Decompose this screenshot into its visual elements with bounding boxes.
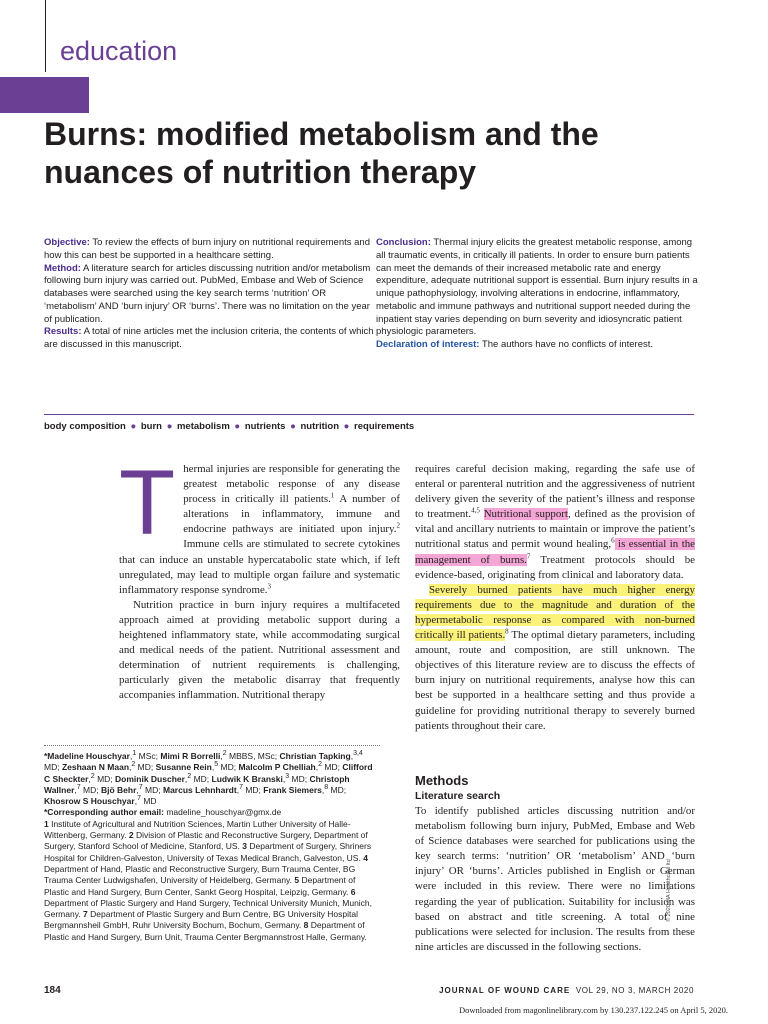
body-text: Immune cells are stimulated to secrete cytokines that can induce an unstable hypercatabolic state which, if left unregulated, may lead to multiple organ failure and systematic inflammatory response syndrome. — [119, 538, 400, 596]
conclusion-text: Thermal injury elicits the greatest metabolic response, among all traumatic events, in critically ill patients. In order to ensure burn patients can meet the demands of their increased metabolic rate and energy expenditure, adequate nutritional support is essential. Burn injury results in a unique pathophysiology, involving alterations in endocrine, inflammatory, metabolic and immune pathways and nutritional support needed during the inpatient stay varies depending on burn severity and idiosyncratic patient physiologic parameters. — [376, 237, 698, 338]
results-label: Results: — [44, 326, 82, 338]
drop-cap: T — [119, 452, 176, 554]
citation-ref[interactable]: 3 — [267, 582, 272, 591]
literature-search-heading: Literature search — [415, 790, 501, 802]
keyword[interactable]: nutrition — [300, 421, 339, 432]
declaration-label: Declaration of interest: — [376, 339, 480, 350]
abstract-results — [44, 326, 380, 352]
abstract-method — [44, 263, 380, 327]
keywords-rule — [44, 414, 694, 415]
highlighted-text: . — [502, 629, 506, 642]
abstract-declaration — [376, 339, 700, 352]
body-paragraph: Nutrition practice in burn injury requires a multifaceted approach aimed at providing metabolic support during a heightened inflammatory state, while accommodating surgical and medical needs of the patient. Nutritional assessment and determination of nutrient requirements is challenging, particularly given the metabolic disarray that frequently accompanies inflammation. Nutritional therapy — [119, 598, 400, 702]
journal-footer — [439, 986, 694, 995]
methods-text-column — [415, 804, 695, 955]
body-column-left — [119, 452, 400, 704]
citation-ref[interactable]: 4,5 — [471, 506, 480, 515]
keyword[interactable]: requirements — [354, 421, 415, 432]
body-text: , defined as the provision of vital and ancillary nutrients to maintain or improve the patient’s nutritional status and permit wound healing, — [415, 508, 695, 551]
citation-ref[interactable]: 7 — [526, 551, 531, 560]
keyword[interactable]: body composition — [44, 421, 126, 432]
body-text: requires careful decision making, regarding the safe use of enteral or parenteral nutrition and the aggressiveness of nutrient delivery given the severity of the patient’s illness and response to treatment. — [415, 463, 695, 521]
email-label: *Corresponding author email: — [44, 807, 164, 818]
copyright-notice: © 2020 MA Healthcare ltd — [666, 859, 672, 922]
keywords-line — [44, 421, 414, 432]
download-note: Downloaded from magonlinelibrary.com by 130.237.122.245 on April 5, 2020. — [458, 1005, 728, 1015]
objective-text: To review the effects of burn injury on nutritional requirements and how this can best be supported in a healthcare setting. — [44, 237, 370, 261]
body-text: hermal injuries are responsible for generating the greatest metabolic response of any disease process in critically ill patients. — [183, 463, 400, 506]
abstract-objective — [44, 237, 380, 263]
keyword[interactable]: burn — [140, 421, 162, 432]
corresponding-email — [44, 807, 380, 818]
journal-name: JOURNAL OF WOUND CARE — [439, 986, 571, 995]
email-address[interactable]: madeline_houschyar@gmx.de — [163, 807, 282, 818]
highlighted-text: Nutritional support — [483, 508, 568, 521]
results-text: A total of nine articles met the inclusion criteria, the contents of which are discussed in this manuscript. — [44, 326, 374, 350]
conclusion-label: Conclusion: — [376, 237, 431, 248]
citation-ref[interactable]: 6 — [611, 536, 615, 545]
page-number: 184 — [44, 985, 61, 996]
institution-list: 1 Institute of Agricultural and Nutrition Sciences, Martin Luther University of Halle-Wittenberg, Germany. 2 Division of Plastic and Reconstructive Surgery, Department of Surgery, Stanford School of Medicine, Stanford, US. 3 Department of Surgery, Shriners Hospital for Children-Galveston, University of Texas Medical Branch, Galveston, US. 4 Department of Hand, Plastic and Reconstructive Surgery, Burn Trauma Center, BG Trauma Center Ludwigshafen, University of Heidelberg, Germany. 5 Department of Plastic and Hand Surgery, Burn Center, Sankt Georg Hospital, Leipzig, Germany. 6 Department of Plastic Surgery and Hand Surgery, Technical University Munich, Munich, Germany. 7 Department of Plastic Surgery and Burn Centre, BG University Hospital Bergmannsheil GmbH, Ruhr University Bochum, Bochum, Germany. 8 Department of Plastic and Hand Surgery, Burn Unit, Trauma Center Bergmannstrost Halle, Germany. — [44, 818, 373, 942]
author-affiliations — [44, 751, 380, 943]
section-accent-bar — [0, 77, 89, 113]
method-label: Method: — [44, 262, 81, 274]
citation-ref[interactable]: 2 — [396, 521, 400, 530]
objective-label: Objective: — [44, 237, 90, 248]
body-text: Treatment protocols should be evidence-based, originating from clinical and laboratory data. — [415, 553, 695, 581]
body-paragraph — [415, 462, 695, 583]
keyword-separator: ● — [343, 421, 350, 432]
citation-ref[interactable]: 1 — [330, 491, 335, 500]
body-column-right — [415, 462, 695, 734]
highlighted-text: Severely burned patients have much higher energy requirements due to the magnitude and duration of the hypermetabolic response as compared with non-burned critically ill patients — [415, 583, 695, 642]
keyword-separator: ● — [130, 421, 137, 432]
keyword-separator: ● — [166, 421, 173, 432]
journal-issue: VOL 29, NO 3, MARCH 2020 — [575, 986, 694, 995]
abstract-left-column — [44, 237, 380, 352]
declaration-text: The authors have no conflicts of interest. — [479, 339, 654, 350]
citation-ref[interactable]: 8 — [505, 627, 509, 636]
body-paragraph — [415, 583, 695, 734]
methods-heading: Methods — [415, 773, 469, 788]
keyword-separator: ● — [290, 421, 296, 432]
body-paragraph — [119, 452, 400, 598]
article-title: Burns: modified metabolism and the nuances of nutrition therapy — [44, 116, 599, 190]
body-text: A number of alterations in inflammatory, immune and endocrine pathways are initiated upon injury. — [183, 493, 400, 536]
abstract-right-column — [376, 237, 700, 352]
body-text: The optimal dietary parameters, including amount, route and composition, are still unknown. The objectives of this literature review are to discuss the effects of burn injury on nutritional requirements, analyse how this can best be supported in a healthcare setting and thus provide a guideline for providing nutritional therapy to severely burned patients throughout their care. — [415, 629, 695, 732]
method-text: A literature search for articles discussing nutrition and/or metabolism following burn injury was carried out. PubMed, Embase and Web of Science databases were searched using the key search terms ‘nutrition’ OR ‘metabolism’ AND ‘burn injury’ OR ‘burns’. There was no limitation on the year of publication. — [44, 262, 371, 325]
keyword[interactable]: metabolism — [176, 421, 230, 432]
abstract-conclusion — [376, 237, 700, 339]
header-rule — [45, 0, 46, 72]
keyword[interactable]: nutrients — [244, 421, 286, 432]
author-list: *Madeline Houschyar,$^1$ MSc; Mimi R Borrelli,$^2$ MBBS, MSc; Christian Tapking,$^{3,4}$ MD; Zeshaan N Maan,$^2$ MD; Susanne Rein,$^5$ MD; Malcolm P Chelliah,$^2$ MD; Clifford C Sheckter,$^2$ MD; Dominik Duscher,$^2$ MD; Ludwik K Branski,$^3$ MD; Christoph Wallner,$^7$ MD; Bjö Behr,$^7$ MD; Marcus Lehnhardt,$^7$ MD; Frank Siemers,$^8$ MD; Khosrow S Houschyar,$^7$ MD — [44, 750, 373, 807]
keyword-separator: ● — [234, 421, 241, 432]
body-paragraph: To identify published articles discussing nutrition and/or metabolism following burn injury, PubMed, Embase and Web of Science databases were searched for publications using the key search terms: ‘nutrition’ OR ‘metabolism’ AND ‘burn injury’ OR ‘burns’. Articles published in English or German were included in this review. There were no limitations regarding the year of publication. Suitability for inclusion was based on abstract and title screening. A total of nine publications were selected for inclusion. The results from these nine articles are discussed in the following sections. — [415, 805, 695, 953]
affiliations-rule — [44, 745, 380, 746]
section-label: education — [60, 36, 178, 66]
highlighted-text: is essential in the management of burns. — [415, 538, 695, 566]
